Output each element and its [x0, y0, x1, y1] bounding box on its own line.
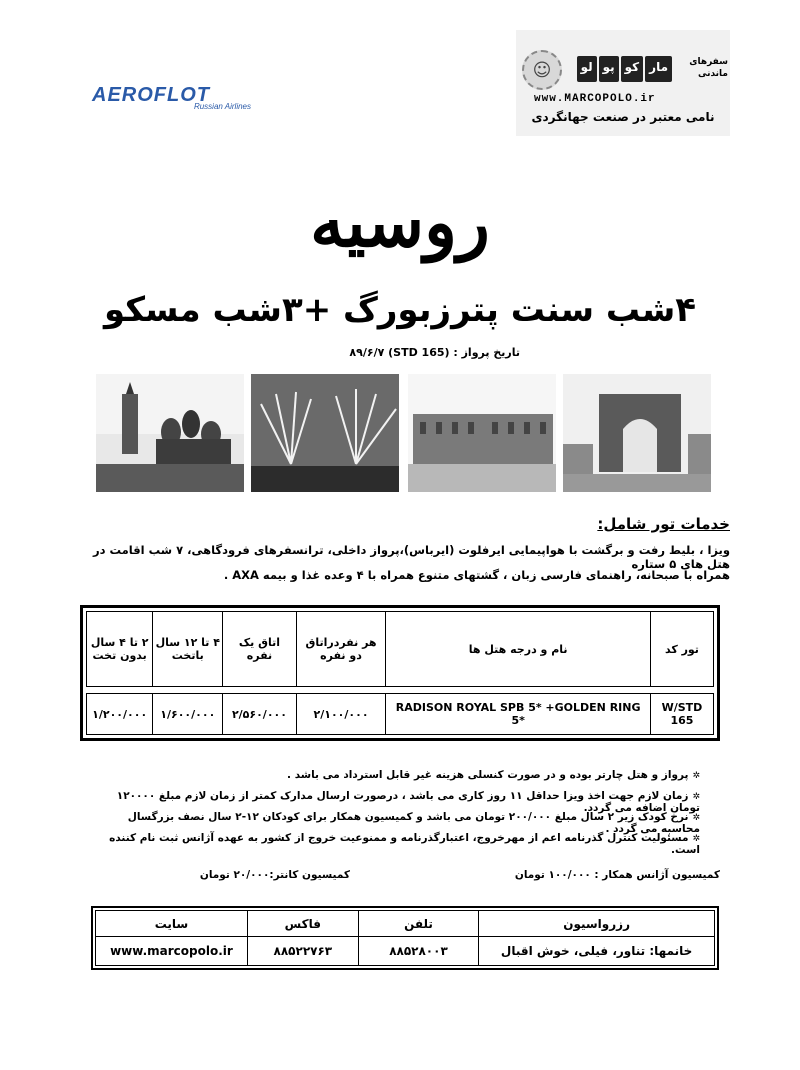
note-item: [88, 832, 700, 856]
cell-phone: ۸۸۵۲۸۰۰۳: [358, 937, 478, 966]
cell-reservation-staff: خانمها: تناور، فیلی، خوش اقبال: [479, 937, 715, 966]
agency-commission: کمیسیون آژانس همکار : ۱۰۰/۰۰۰ تومان: [514, 869, 720, 881]
agency-tile: کو: [621, 56, 644, 82]
sun-icon: ☺: [522, 50, 562, 90]
reservation-header-row: [96, 911, 715, 937]
bullet-icon: ✲: [692, 834, 700, 844]
agency-tile: لو: [577, 56, 597, 82]
cell-child-bed: ۱/۶۰۰/۰۰۰: [153, 694, 223, 735]
header-child-nobed: ۲ تا ۴ سال بدون تخت: [87, 612, 153, 687]
header-reservation: رزرواسیون: [479, 911, 715, 937]
bullet-icon: ✲: [692, 771, 700, 781]
photo-fireworks: [251, 374, 399, 492]
flight-date: تاریخ پرواز : (STD 165) ۸۹/۶/۷: [349, 346, 520, 359]
reservation-row: [96, 937, 715, 966]
page-title: روسیه: [310, 183, 490, 263]
price-table: [80, 605, 720, 741]
note-text: زمان لازم جهت اخذ ویزا حداقل ۱۱ روز کاری می باشد ، درصورت ارسال مدارک کمتر از زمان لازم مبلغ ۱۲۰۰۰۰ تومان اضافه می گردد.: [116, 790, 700, 814]
header-child-bed: ۴ تا ۱۲ سال باتخت: [153, 612, 223, 687]
cell-tour-code: W/STD 165: [650, 694, 713, 735]
header-hotel: نام و درجه هتل ها: [386, 612, 651, 687]
page-subtitle: ۴شب سنت پترزبورگ +۳شب مسکو: [103, 290, 697, 330]
bullet-icon: ✲: [692, 813, 700, 823]
agency-tile: مار: [645, 56, 672, 82]
agency-name-tiles: [564, 56, 672, 82]
website-link[interactable]: www.marcopolo.ir: [96, 937, 248, 966]
agency-slogan: نامی معتبر در صنعت جهانگردی: [531, 110, 715, 124]
cell-fax: ۸۸۵۲۲۷۶۳: [247, 937, 358, 966]
header-fax: فاکس: [247, 911, 358, 937]
photo-winter-palace: [408, 374, 556, 492]
aeroflot-logo: [92, 86, 257, 110]
agency-tagline: سفرهای ماندنی: [689, 57, 728, 79]
agency-url: www.MARCOPOLO.ir: [534, 93, 656, 105]
counter-commission: کمیسیون کانتر:۲۰/۰۰۰ تومان: [199, 869, 350, 881]
agency-tile: پو: [599, 56, 619, 82]
photo-kremlin: [96, 374, 244, 492]
price-table-row: [87, 694, 714, 735]
header-tour-code: تور کد: [650, 612, 713, 687]
cell-double: ۲/۱۰۰/۰۰۰: [296, 694, 386, 735]
cell-hotel: RADISON ROYAL SPB 5* +GOLDEN RING 5*: [386, 694, 651, 735]
note-text: نرخ کودک زیر ۲ سال مبلغ ۲۰۰/۰۰۰ تومان می باشد و کمیسیون همکار برای کودکان ۱۲-۲ سال نصف بزرگسال محاسبه می گردد .: [127, 811, 700, 835]
services-line-2: همراه با صبحانه، راهنمای فارسی زبان ، گشتهای متنوع همراه با ۴ وعده غذا و بیمه AXA .: [223, 568, 730, 582]
cell-child-nobed: ۱/۲۰۰/۰۰۰: [87, 694, 153, 735]
note-text: پرواز و هتل چارتر بوده و در صورت کنسلی هزینه غیر قابل استرداد می باشد .: [287, 769, 689, 781]
reservation-table: [91, 906, 719, 970]
photo-triumphal-arch: [563, 374, 711, 492]
header-double: هر نفردراتاق دو نفره: [296, 612, 386, 687]
header-single: اتاق یک نفره: [223, 612, 296, 687]
note-item: [88, 769, 700, 781]
cell-single: ۲/۵۶۰/۰۰۰: [223, 694, 296, 735]
services-line-1: ویزا ، بلیط رفت و برگشت با هواپیمایی ایرفلوت (ایرباس)،پرواز داخلی، ترانسفرهای فرودگاهی، ۷ شب اقامت در هتل های ۵ ستاره: [92, 543, 730, 571]
bullet-icon: ✲: [692, 792, 700, 802]
header-phone: تلفن: [358, 911, 478, 937]
header-site: سایت: [96, 911, 248, 937]
price-table-header-row: [87, 612, 714, 687]
aeroflot-sub: Russian Airlines: [193, 102, 251, 111]
note-text: مسئولیت کنترل گذرنامه اعم از مهرخروج، اعتبارگذرنامه و ممنوعیت خروج از کشور به عهده آژانس ثبت نام کننده است.: [109, 832, 700, 856]
aeroflot-brand: AEROFLOT: [92, 84, 210, 106]
services-title: خدمات تور شامل:: [597, 515, 730, 533]
